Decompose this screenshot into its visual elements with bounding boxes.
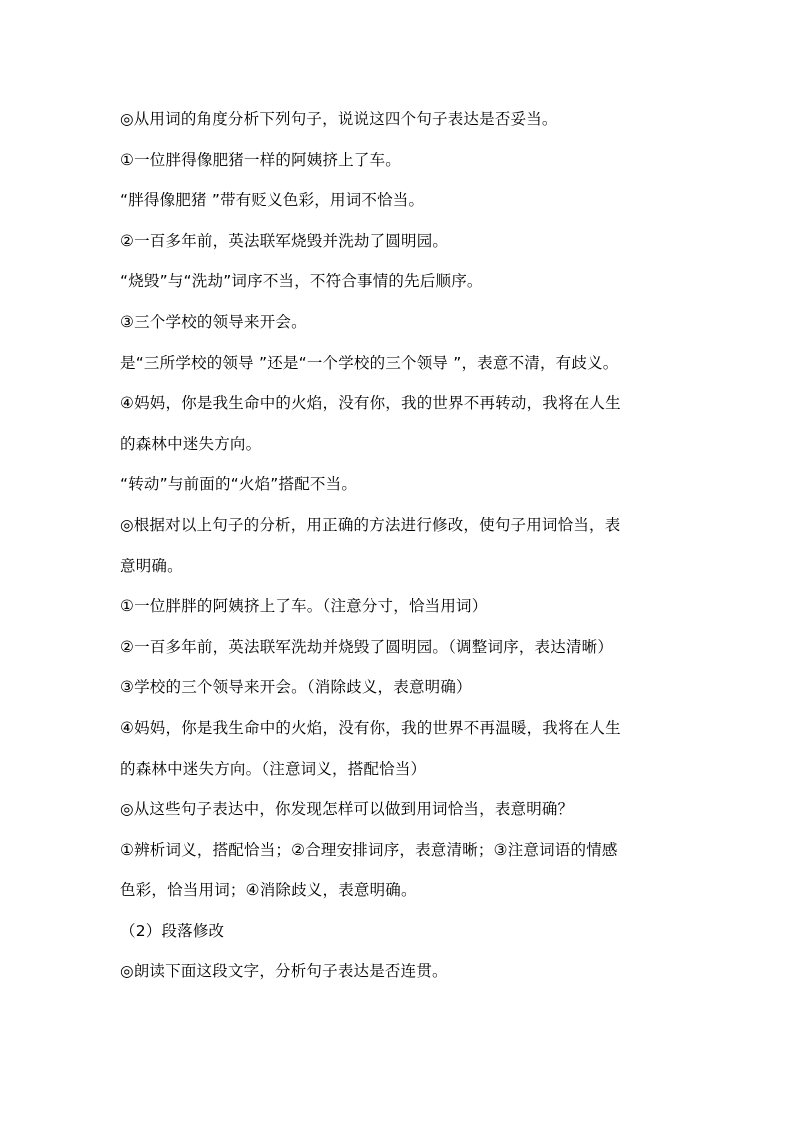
prompt-analyze-sentences: ◎从用词的角度分析下列句子，说说这四个句子表达是否妥当。: [120, 110, 558, 128]
summary-line-1: ①辨析词义，搭配恰当；②合理安排词序，表意清晰；③注意词语的情感: [120, 840, 618, 859]
sentence-3: ③三个学校的领导来开会。: [120, 312, 307, 331]
revision-2: ②一百多年前，英法联军洗劫并烧毁了圆明园。（调整词序，表达清晰）: [120, 637, 614, 656]
section-heading-paragraph-revision: （2）段落修改: [120, 921, 225, 940]
prompt-revise-line-2: 意明确。: [120, 556, 183, 575]
sentence-2: ②一百多年前，英法联军烧毁并洗劫了圆明园。: [120, 231, 449, 250]
sentence-4-line-2: 的森林中迷失方向。: [120, 434, 262, 453]
revision-1: ①一位胖胖的阿姨挤上了车。（注意分寸，恰当用词）: [120, 597, 488, 616]
revision-4-line-2: 的森林中迷失方向。（注意词义，搭配恰当）: [120, 759, 427, 778]
analysis-2: “烧毁”与“洗劫”词序不当，不符合事情的先后顺序。: [120, 272, 483, 291]
prompt-read-paragraph: ◎朗读下面这段文字，分析句子表达是否连贯。: [120, 962, 448, 981]
revision-3: ③学校的三个领导来开会。（消除歧义，表意明确）: [120, 678, 472, 697]
sentence-4-line-1: ④妈妈，你是我生命中的火焰，没有你，我的世界不再转动，我将在人生: [120, 394, 621, 413]
analysis-4: “转动”与前面的“火焰”搭配不当。: [120, 475, 358, 494]
revision-4-line-1: ④妈妈，你是我生命中的火焰，没有你，我的世界不再温暖，我将在人生: [120, 718, 621, 737]
prompt-revise-line-1: ◎根据对以上句子的分析，用正确的方法进行修改，使句子用词恰当，表: [120, 515, 621, 534]
analysis-3: 是“三所学校的领导 ”还是“一个学校的三个领导 ”，表意不清，有歧义。: [120, 353, 619, 372]
sentence-1: ①一位胖得像肥猪一样的阿姨挤上了车。: [120, 150, 401, 169]
prompt-summary: ◎从这些句子表达中，你发现怎样可以做到用词恰当，表意明确？: [120, 800, 574, 819]
document-body: [120, 99, 690, 992]
summary-line-2: 色彩，恰当用词；④消除歧义，表意明确。: [120, 881, 417, 900]
analysis-1: “胖得像肥猪 ”带有贬义色彩，用词不恰当。: [120, 191, 425, 210]
